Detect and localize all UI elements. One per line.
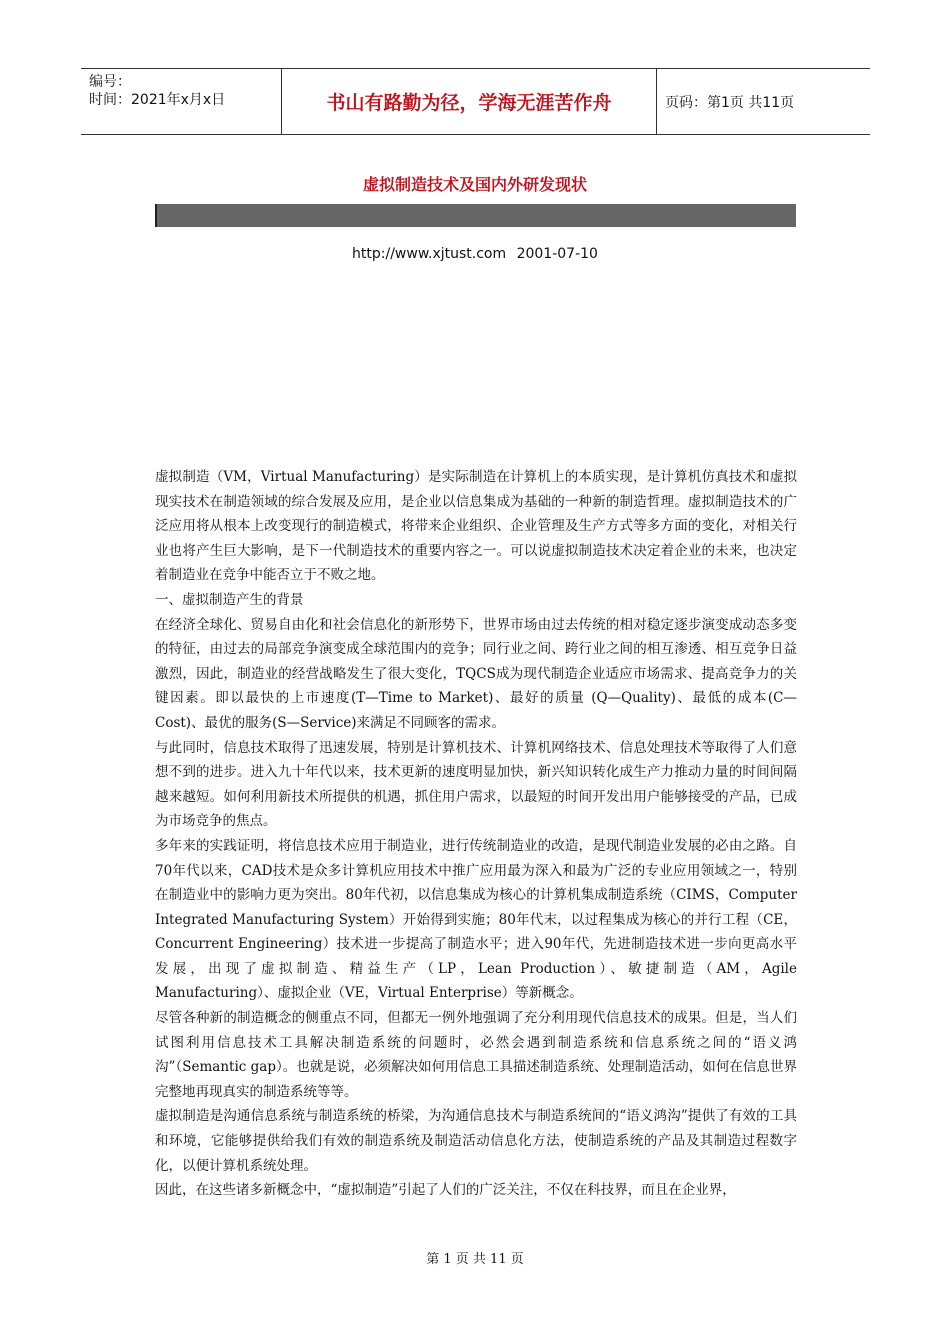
document-header — [81, 68, 870, 135]
paragraph: 与此同时，信息技术取得了迅速发展，特别是计算机技术、计算机网络技术、信息处理技术等取得了人们意想不到的进步。进入九十年代以来，技术更新的速度明显加快，新兴知识转化成生产力推动力量的时间间隔越来越短。如何利用新技术所提供的机遇，抓住用户需求，以最短的时间开发出用户能够接受的产品，已成为市场竞争的焦点。 — [155, 739, 797, 830]
number-label: 编号： — [89, 74, 131, 90]
paragraph: 因此，在这些诸多新概念中，“虚拟制造”引起了人们的广泛关注，不仅在科技界，而且在企业界， — [155, 1182, 736, 1199]
header-meta — [81, 69, 282, 134]
paragraph: 尽管各种新的制造概念的侧重点不同，但都无一例外地强调了充分利用现代信息技术的成果。但是，当人们试图利用信息技术工具解决制造系统的问题时，必然会遇到制造系统和信息系统之间的“语义鸿沟”（Semantic gap）。也就是说，必须解决如何用信息工具描述制造系统、处理制造活动，如何在信息世界完整地再现真实的制造系统等等。 — [155, 1010, 797, 1100]
paragraph: 虚拟制造是沟通信息系统与制造系统的桥梁，为沟通信息技术与制造系统间的“语义鸿沟”提供了有效的工具和环境，它能够提供给我们有效的制造系统及制造活动信息化方法，使制造系统的产品及其制造过程数字化，以便计算机系统处理。 — [155, 1108, 797, 1174]
paragraph: 在经济全球化、贸易自由化和社会信息化的新形势下，世界市场由过去传统的相对稳定逐步演变成动态多变的特征，由过去的局部竞争演变成全球范围内的竞争；同行业之间、跨行业之间的相互渗透、相互竞争日益激烈，因此，制造业的经营战略发生了很大变化，TQCS成为现代制造企业适应市场需求、提高竞争力的关键因素。即以最快的上市速度(T—Time to Market)、最好的质量 (Q—Quality)、最低的成本(C—Cost)、最优的服务(S—Service)来满足不同顾客的需求。 — [155, 616, 797, 731]
article-source — [0, 246, 950, 262]
paragraph: 虚拟制造（VM，Virtual Manufacturing）是实际制造在计算机上的本质实现，是计算机仿真技术和虚拟现实技术在制造领域的综合发展及应用，是企业以信息集成为基础的一种新的制造哲理。虚拟制造技术的广泛应用将从根本上改变现行的制造模式，将带来企业组织、企业管理及生产方式等多方面的变化，对相关行业也将产生巨大影响，是下一代制造技术的重要内容之一。可以说虚拟制造技术决定着企业的未来，也决定着制造业在竞争中能否立于不败之地。 — [155, 469, 797, 584]
page-footer: 第 1 页 共 11 页 — [426, 1252, 524, 1267]
source-date: 2001-07-10 — [516, 246, 598, 262]
motto: 书山有路勤为径，学海无涯苦作舟 — [282, 69, 657, 134]
time-label: 时间：2021年x月x日 — [89, 92, 226, 108]
paragraph: 多年来的实践证明，将信息技术应用于制造业，进行传统制造业的改造，是现代制造业发展的必由之路。自70年代以来，CAD技术是众多计算机应用技术中推广应用最为深入和最为广泛的专业应用领域之一，特别在制造业中的影响力更为突出。80年代初，以信息集成为核心的计算机集成制造系统（CIMS，Computer Integrated Manufacturing System）开始得到实施；80年代末，以过程集成为核心的并行工程（CE，Concurrent Engineering）技术进一步提高了制造水平；进入90年代，先进制造技术进一步向更高水平发展，出现了虚拟制造、精益生产（LP，Lean Production）、敏捷制造（AM，Agile Manufacturing）、虚拟企业（VE，Virtual Enterprise）等新概念。 — [155, 837, 797, 1002]
article-body — [155, 465, 797, 1203]
source-url: http://www.xjtust.com — [352, 246, 507, 262]
page-info: 页码：第1页 共11页 — [665, 94, 795, 111]
section-heading: 一、虚拟制造产生的背景 — [155, 591, 304, 608]
title-divider-bar — [155, 204, 796, 227]
article-title: 虚拟制造技术及国内外研发现状 — [362, 175, 587, 194]
